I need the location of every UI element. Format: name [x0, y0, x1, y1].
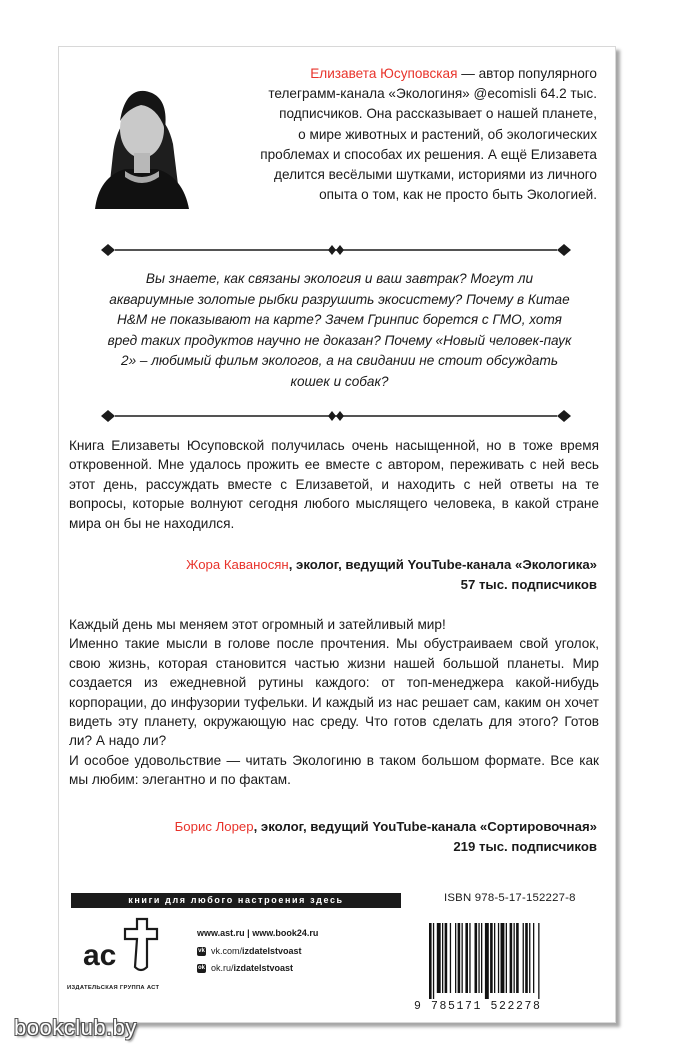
- review-kavanosyan-signature: Жора Каваносян, эколог, ведущий YouTube-канала «Экологика» 57 тыс. подписчиков: [186, 557, 597, 592]
- barcode-bar: [450, 923, 451, 993]
- ast-logo: [79, 915, 159, 979]
- review-kavanosyan: Книга Елизаветы Юсуповской получилась очень насыщенной, но в тоже время откровенной. Мне удалось прожить ее вместе с автором, переживать с ней весь этот день, рассуждать вместе с Елизаветой, и находить с ней ответы на те вопросы, которые волнуют сегодня любого мыслящего человека, в какой стране мира он бы не находился.: [69, 438, 599, 531]
- website-links[interactable]: www.ast.ru | www.book24.ru: [197, 928, 319, 938]
- barcode-bar: [458, 923, 461, 993]
- barcode-bar: [533, 923, 534, 993]
- barcode-bar: [481, 923, 482, 993]
- barcode-bar: [490, 923, 493, 993]
- vk-link[interactable]: vk.com/izdatelstvoast: [211, 945, 302, 956]
- series-tagline: книги для любого настроения здесь: [71, 893, 401, 908]
- barcode-bar: [523, 923, 524, 993]
- author-name: Елизавета Юсуповская: [310, 66, 458, 81]
- publisher-links: [197, 925, 318, 978]
- barcode-bar: [529, 923, 530, 993]
- barcode-bar: [437, 923, 441, 993]
- barcode-bar: [510, 923, 513, 993]
- barcode-bar: [478, 923, 479, 993]
- barcode-bar: [445, 923, 448, 993]
- barcode: [427, 923, 587, 999]
- ornament-divider: [101, 409, 571, 423]
- barcode-bar: [506, 923, 507, 993]
- ok-link[interactable]: ok.ru/izdatelstvoast: [211, 963, 294, 973]
- barcode-bar: [498, 923, 499, 993]
- barcode-bar: [433, 923, 434, 999]
- barcode-bar: [455, 923, 456, 993]
- author-photo: [65, 59, 213, 209]
- barcode-bar: [514, 923, 515, 993]
- barcode-bar: [494, 923, 495, 993]
- barcode-bar: [469, 923, 470, 993]
- barcode-bar: [465, 923, 468, 993]
- isbn: ISBN 978-5-17-152227-8: [444, 892, 576, 904]
- barcode-bar: [462, 923, 463, 993]
- publisher-caption: ИЗДАТЕЛЬСКАЯ ГРУППА АСТ: [67, 985, 160, 991]
- barcode-bar: [538, 923, 539, 999]
- barcode-bar: [501, 923, 505, 993]
- ok-icon: ok: [197, 965, 205, 972]
- barcode-bar: [475, 923, 478, 993]
- barcode-bar: [429, 923, 432, 999]
- review-lorer: Каждый день мы меняем этот огромный и затейливый мир! Именно такие мысли в голове после прочтения. Мы обустраиваем свой уголок, свою жизнь, которая становится частью жизни нашей большой планеты. Мир создается из ежедневной рутины каждого: от топ-менеджера какой-нибудь корпорации, до инфузории туфельки. И каждый из нас решает сам, каким он хочет видеть эту планету, окружающую нас среду. Что готов сделать для этого? Готов ли? А надо ли? И особое удовольствие — читать Экологиню в таком большом формате. Все как мы любим: элегантно и по фактам.: [69, 617, 599, 788]
- barcode-bar: [442, 923, 443, 993]
- barcode-bar: [485, 923, 489, 999]
- author-bio: Елизавета Юсуповская — автор популярного телеграмм-канала «Экологиня» @ecomisli 64.2 тыс. подписчиков. Она рассказывает о нашей планете, о мире животных и растений, об экологических проблемах и способах их решения. А ещё Елизавета делится весёлыми шутками, историями из личного опыта о том, как не просто быть Экологией.: [260, 66, 597, 203]
- reviewer-name: Жора Каваносян: [186, 557, 289, 572]
- book-teaser: Вы знаете, как связаны экология и ваш завтрак? Могут ли аквариумные золотые рыбки разрушить экосистему? Почему в Китае H&M не показывают на карте? Зачем Гринпис борется с ГМО, хотя вред таких продуктов научно не доказан? Почему «Новый человек-паук 2» – любимый фильм экологов, а на свидании не стоит обсуждать кошек и собак?: [107, 271, 572, 389]
- svg-text:ac: ac: [83, 939, 117, 972]
- ornament-divider: [101, 243, 571, 257]
- vk-icon: vk: [198, 947, 205, 954]
- reviewer-name: Борис Лорер: [174, 819, 254, 834]
- review-lorer-signature: Борис Лорер, эколог, ведущий YouTube-канала «Сортировочная» 219 тыс. подписчиков: [174, 819, 597, 854]
- book-back-cover: [58, 46, 616, 1023]
- site-watermark: bookclub.by: [14, 1015, 137, 1040]
- barcode-number: 9 785171 522278: [414, 1000, 542, 1013]
- barcode-bar: [525, 923, 528, 993]
- barcode-bar: [516, 923, 519, 993]
